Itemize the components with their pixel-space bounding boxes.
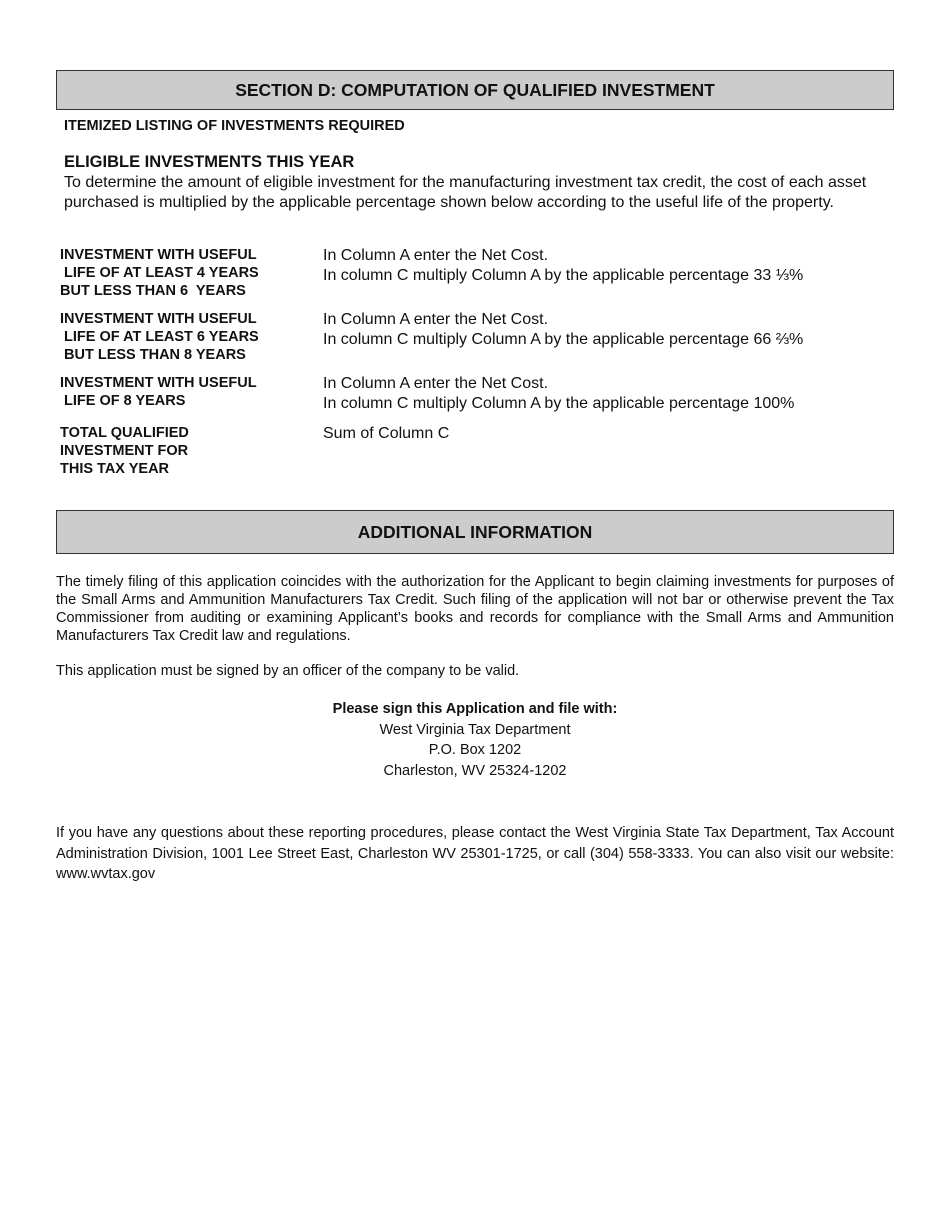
row-label-8-years: INVESTMENT WITH USEFUL LIFE OF 8 YEARS <box>60 375 257 409</box>
section-d-title: SECTION D: COMPUTATION OF QUALIFIED INVESTMENT <box>235 79 715 100</box>
sign-heading: Please sign this Application and file with: <box>332 701 618 717</box>
signature-requirement: This application must be signed by an officer of the company to be valid. <box>56 663 520 679</box>
row-label-6-to-8-years: INVESTMENT WITH USEFUL LIFE OF AT LEAST 6 YEARS BUT LESS THAN 8 YEARS <box>60 311 259 363</box>
itemized-note: ITEMIZED LISTING OF INVESTMENTS REQUIRED <box>64 118 405 134</box>
row-instruction-line: In Column A enter the Net Cost. <box>323 375 549 392</box>
row-instruction-line: Sum of Column C <box>323 425 450 442</box>
row-instructions-4-to-6-years <box>323 246 803 286</box>
row-instruction-line: In column C multiply Column A by the applicable percentage 33 ⅓% <box>323 267 804 284</box>
row-instructions-total-qualified <box>323 424 449 444</box>
address-line-1: West Virginia Tax Department <box>379 721 571 738</box>
eligible-description: To determine the amount of eligible investment for the manufacturing investment tax credit, the cost of each asset purchased is multiplied by the applicable percentage shown below according to the useful life of the property. <box>64 174 867 211</box>
row-label-total-qualified: TOTAL QUALIFIED INVESTMENT FOR THIS TAX YEAR <box>60 425 189 477</box>
row-label-4-to-6-years: INVESTMENT WITH USEFUL LIFE OF AT LEAST 4 YEARS BUT LESS THAN 6 YEARS <box>60 247 259 299</box>
row-instruction-line: In Column A enter the Net Cost. <box>323 247 549 264</box>
mailing-block <box>56 699 894 781</box>
contact-paragraph: If you have any questions about these reporting procedures, please contact the West Virginia State Tax Department, Tax Account Administration Division, 1001 Lee Street East, Charleston WV 25301-1725, or call (304) 558-3333. You can also visit our website: www.wvtax.gov <box>56 825 894 882</box>
filing-paragraph: The timely filing of this application coincides with the authorization for the Applicant to begin claiming investments for purposes of the Small Arms and Ammunition Manufacturers Tax Credit. Such filing of the application will not bar or otherwise prevent the Tax Commissioner from auditing or examining Applicant’s books and records for compliance with the Small Arms and Ammunition Manufacturers Tax Credit law and regulations. <box>56 574 894 644</box>
section-d-banner <box>56 70 894 110</box>
additional-info-banner <box>56 510 894 554</box>
additional-info-title: ADDITIONAL INFORMATION <box>357 521 593 542</box>
address-line-2: P.O. Box 1202 <box>428 742 522 758</box>
row-instruction-line: In column C multiply Column A by the applicable percentage 100% <box>323 395 795 412</box>
row-instruction-line: In Column A enter the Net Cost. <box>323 311 549 328</box>
row-instructions-6-to-8-years <box>323 310 803 350</box>
eligible-heading: ELIGIBLE INVESTMENTS THIS YEAR <box>64 153 355 171</box>
address-line-3: Charleston, WV 25324-1202 <box>383 762 567 779</box>
row-instructions-8-years <box>323 374 794 414</box>
row-instruction-line: In column C multiply Column A by the applicable percentage 66 ⅔% <box>323 331 804 348</box>
